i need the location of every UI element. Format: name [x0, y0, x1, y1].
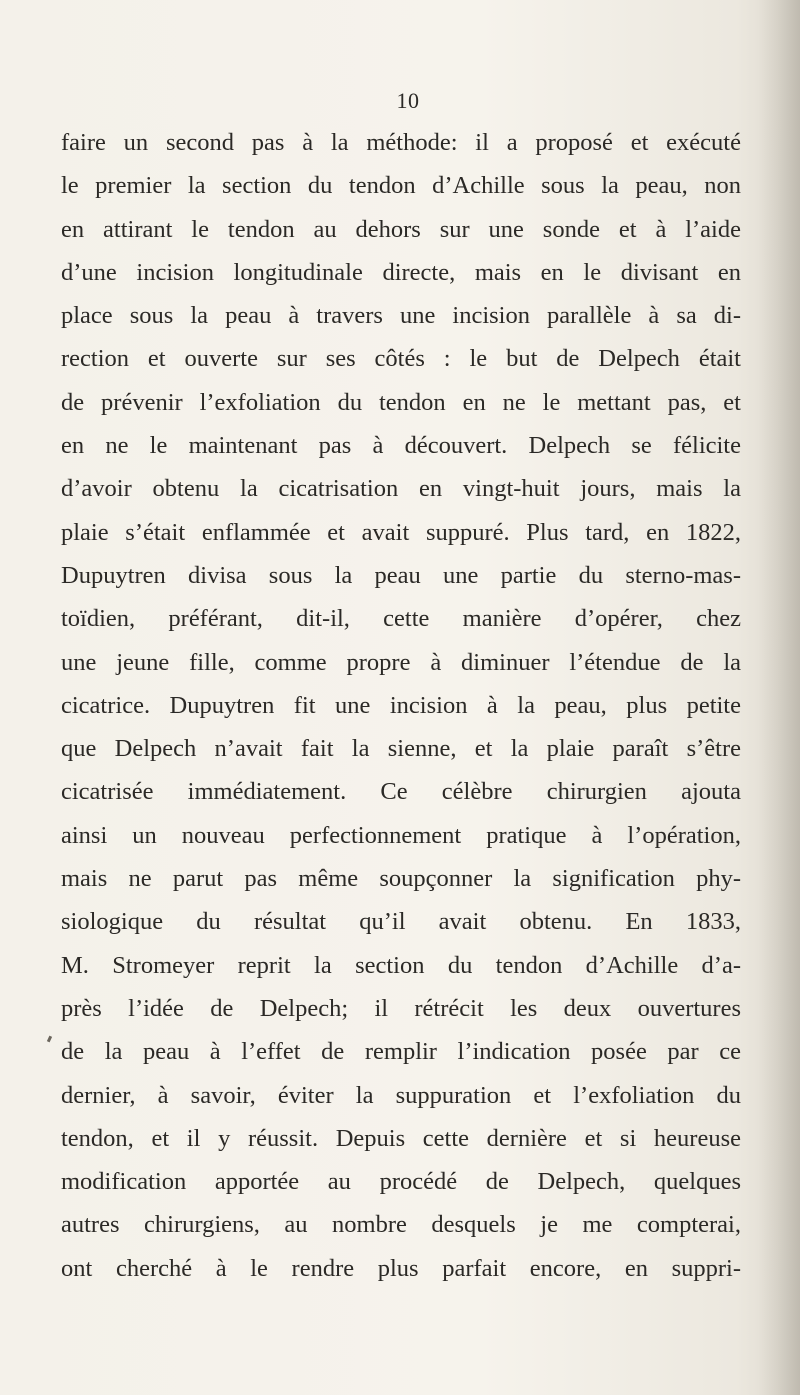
text-line: Dupuytren divisa sous la peau une partie du sterno-mas-	[61, 561, 741, 589]
body-text	[61, 121, 741, 1290]
text-line: ainsi un nouveau perfectionnement pratique à l’opération,	[61, 821, 741, 849]
text-line: d’une incision longitudinale directe, mais en le divisant en	[61, 258, 741, 286]
text-line: près l’idée de Delpech; il rétrécit les deux ouvertures	[61, 994, 741, 1022]
page-number: 10	[396, 88, 420, 113]
text-line: plaie s’était enflammée et avait suppuré. Plus tard, en 1822,	[61, 518, 741, 546]
text-line: d’avoir obtenu la cicatrisation en vingt-huit jours, mais la	[61, 475, 741, 503]
text-line: ont cherché à le rendre plus parfait encore, en suppri-	[61, 1254, 741, 1282]
text-line: rection et ouverte sur ses côtés : le but de Delpech était	[61, 345, 741, 373]
text-line: faire un second pas à la méthode: il a proposé et exécuté	[61, 129, 741, 156]
text-line: que Delpech n’avait fait la sienne, et la plaie paraît s’être	[61, 735, 741, 763]
text-line: dernier, à savoir, éviter la suppuration et l’exfoliation du	[61, 1081, 741, 1109]
text-line: cicatrice. Dupuytren fit une incision à la peau, plus petite	[61, 691, 741, 719]
text-line: de la peau à l’effet de remplir l’indication posée par ce	[61, 1038, 741, 1066]
text-line: en attirant le tendon au dehors sur une sonde et à l’aide	[61, 215, 741, 243]
text-line: place sous la peau à travers une incision parallèle à sa di-	[61, 302, 741, 330]
text-line: cicatrisée immédiatement. Ce célèbre chirurgien ajouta	[61, 778, 741, 806]
text-line: de prévenir l’exfoliation du tendon en ne le mettant pas, et	[61, 388, 741, 416]
text-line: toïdien, préférant, dit-il, cette manière d’opérer, chez	[61, 605, 741, 633]
text-line: en ne le maintenant pas à découvert. Delpech se félicite	[61, 432, 741, 460]
text-line: M. Stromeyer reprit la section du tendon d’Achille d’a-	[61, 951, 741, 979]
text-line: siologique du résultat qu’il avait obtenu. En 1833,	[61, 908, 741, 936]
text-line: mais ne parut pas même soupçonner la signification phy-	[61, 865, 741, 893]
text-line: le premier la section du tendon d’Achille sous la peau, non	[61, 172, 741, 200]
text-line: modification apportée au procédé de Delpech, quelques	[61, 1168, 741, 1196]
text-line: une jeune fille, comme propre à diminuer l’étendue de la	[61, 648, 741, 676]
text-line: tendon, et il y réussit. Depuis cette dernière et si heureuse	[61, 1124, 741, 1152]
page-edge-shadow	[758, 0, 800, 1395]
margin-mark	[47, 1036, 52, 1043]
text-line: autres chirurgiens, au nombre desquels je me compterai,	[61, 1211, 741, 1239]
